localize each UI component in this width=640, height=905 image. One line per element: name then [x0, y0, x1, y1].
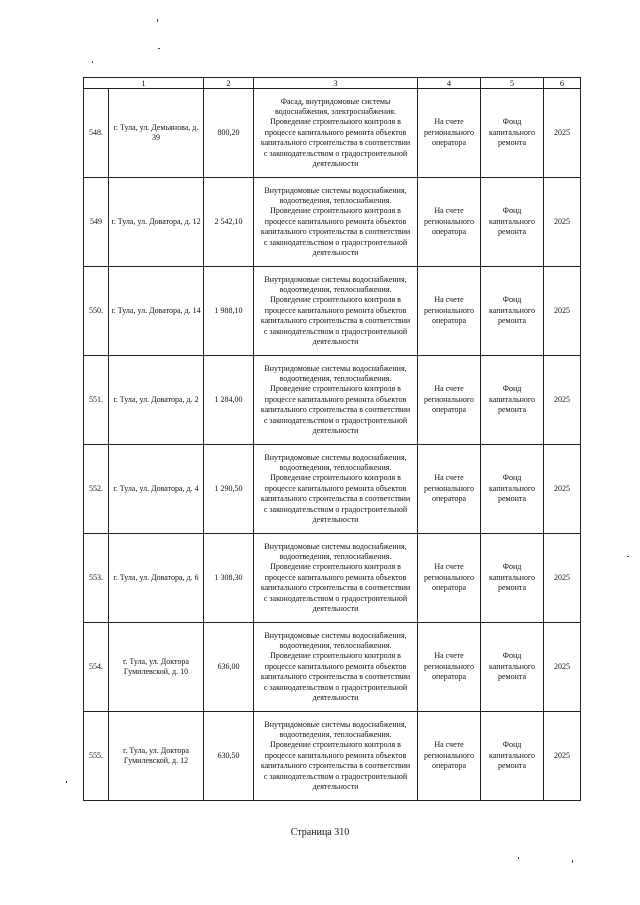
works-line: с законодательством о градостроительной	[263, 415, 408, 425]
works-cell	[254, 178, 418, 267]
works-line: с законодательством о градостроительной	[263, 148, 408, 158]
account-cell: На счете регионального оператора	[418, 89, 481, 178]
account-cell: На счете регионального оператора	[418, 356, 481, 445]
account-cell: На счете регионального оператора	[418, 267, 481, 356]
works-line: деятельности	[312, 693, 359, 703]
account-cell: На счете регионального оператора	[418, 534, 481, 623]
row-number-cell: 554.	[84, 623, 109, 712]
works-line: Внутридомовые системы водоснабжения,	[264, 630, 407, 640]
table-row	[84, 267, 581, 356]
row-number-cell: 551.	[84, 356, 109, 445]
address-cell: г. Тула, ул. Доватора, д. 6	[109, 534, 204, 623]
works-cell	[254, 356, 418, 445]
cost-cell: 1 988,10	[204, 267, 254, 356]
address-cell: г. Тула, ул. Доватора, д. 2	[109, 356, 204, 445]
works-line: Внутридомовые системы водоснабжения,	[264, 452, 407, 462]
row-number-cell: 548.	[84, 89, 109, 178]
repair-schedule-table	[83, 77, 581, 801]
cost-cell: 1 284,00	[204, 356, 254, 445]
year-cell: 2025	[544, 534, 581, 623]
year-cell: 2025	[544, 623, 581, 712]
cost-cell: 800,20	[204, 89, 254, 178]
row-number-cell: 552.	[84, 445, 109, 534]
account-cell: На счете регионального оператора	[418, 712, 481, 801]
scan-speck	[158, 48, 160, 49]
works-cell	[254, 445, 418, 534]
works-line: деятельности	[312, 515, 359, 525]
works-line: процессе капитального ремонта объектов	[264, 394, 407, 404]
works-line: процессе капитального ремонта объектов	[264, 661, 407, 671]
year-cell: 2025	[544, 89, 581, 178]
funding-source-cell: Фонд капитального ремонта	[481, 623, 544, 712]
works-line: капитального строительства в соответствии	[260, 227, 411, 237]
cost-cell: 630,50	[204, 712, 254, 801]
funding-source-cell: Фонд капитального ремонта	[481, 356, 544, 445]
works-line: капитального строительства в соответствии	[260, 138, 411, 148]
header-cell: 4	[418, 78, 481, 89]
scan-speck	[518, 857, 519, 859]
works-line: Внутридомовые системы водоснабжения,	[264, 185, 407, 195]
address-cell: г. Тула, ул. Доватора, д. 14	[109, 267, 204, 356]
works-line: процессе капитального ремонта объектов	[264, 572, 407, 582]
works-line: водоотведения, теплоснабжения.	[279, 640, 392, 650]
funding-source-cell: Фонд капитального ремонта	[481, 712, 544, 801]
works-line: капитального строительства в соответствии	[260, 494, 411, 504]
works-line: водоотведения, теплоснабжения.	[279, 373, 392, 383]
year-cell: 2025	[544, 178, 581, 267]
row-number-cell: 549	[84, 178, 109, 267]
works-line: деятельности	[312, 248, 359, 258]
works-line: деятельности	[312, 782, 359, 792]
address-cell: г. Тула, ул. Демьянова, д. 39	[109, 89, 204, 178]
works-line: деятельности	[312, 604, 359, 614]
works-line: водоотведения, теплоснабжения.	[279, 462, 392, 472]
works-line: водоотведения, теплоснабжения.	[279, 195, 392, 205]
scan-speck	[157, 19, 158, 22]
cost-cell: 636,00	[204, 623, 254, 712]
funding-source-cell: Фонд капитального ремонта	[481, 267, 544, 356]
account-cell: На счете регионального оператора	[418, 623, 481, 712]
header-cell: 6	[544, 78, 581, 89]
header-cell: 3	[254, 78, 418, 89]
works-line: с законодательством о градостроительной	[263, 682, 408, 692]
works-line: с законодательством о градостроительной	[263, 237, 408, 247]
works-line: капитального строительства в соответствии	[260, 583, 411, 593]
table-row	[84, 89, 581, 178]
works-line: Проведение строительного контроля в	[270, 206, 401, 216]
year-cell: 2025	[544, 712, 581, 801]
works-line: водоснабжения, электроснабжения.	[274, 106, 397, 116]
account-cell: На счете регионального оператора	[418, 445, 481, 534]
works-line: Проведение строительного контроля в	[270, 295, 401, 305]
works-line: Проведение строительного контроля в	[270, 473, 401, 483]
works-cell	[254, 534, 418, 623]
funding-source-cell: Фонд капитального ремонта	[481, 89, 544, 178]
works-line: с законодательством о градостроительной	[263, 326, 408, 336]
cost-cell: 1 308,30	[204, 534, 254, 623]
account-cell: На счете регионального оператора	[418, 178, 481, 267]
table-row	[84, 178, 581, 267]
works-line: Проведение строительного контроля в	[270, 384, 401, 394]
works-line: водоотведения, теплоснабжения.	[279, 551, 392, 561]
works-line: с законодательством о градостроительной	[263, 504, 408, 514]
works-line: водоотведения, теплоснабжения.	[279, 284, 392, 294]
works-line: Внутридомовые системы водоснабжения,	[264, 274, 407, 284]
scan-speck	[627, 556, 629, 557]
table-row	[84, 623, 581, 712]
funding-source-cell: Фонд капитального ремонта	[481, 445, 544, 534]
works-cell	[254, 712, 418, 801]
row-number-cell: 550.	[84, 267, 109, 356]
works-line: Проведение строительного контроля в	[270, 562, 401, 572]
works-cell	[254, 89, 418, 178]
works-line: процессе капитального ремонта объектов	[264, 216, 407, 226]
address-cell: г. Тула, ул. Доктора Гумилевской, д. 10	[109, 623, 204, 712]
works-line: Внутридомовые системы водоснабжения,	[264, 541, 407, 551]
header-cell: 2	[204, 78, 254, 89]
works-line: процессе капитального ремонта объектов	[264, 483, 407, 493]
column-number-row	[84, 78, 581, 89]
table-row	[84, 445, 581, 534]
works-line: Проведение строительного контроля в	[270, 740, 401, 750]
works-line: с законодательством о градостроительной	[263, 771, 408, 781]
table-row	[84, 356, 581, 445]
works-line: Проведение строительного контроля в	[270, 117, 401, 127]
scan-speck	[66, 781, 67, 783]
funding-source-cell: Фонд капитального ремонта	[481, 178, 544, 267]
year-cell: 2025	[544, 445, 581, 534]
scan-speck	[572, 860, 573, 863]
works-line: Внутридомовые системы водоснабжения,	[264, 363, 407, 373]
header-cell: 5	[481, 78, 544, 89]
works-line: Внутридомовые системы водоснабжения,	[264, 719, 407, 729]
works-line: водоотведения, теплоснабжения.	[279, 729, 392, 739]
works-line: процессе капитального ремонта объектов	[264, 305, 407, 315]
works-cell	[254, 623, 418, 712]
funding-source-cell: Фонд капитального ремонта	[481, 534, 544, 623]
works-line: Фасад, внутридомовые системы	[280, 96, 391, 106]
row-number-cell: 555.	[84, 712, 109, 801]
address-cell: г. Тула, ул. Доватора, д. 4	[109, 445, 204, 534]
works-line: капитального строительства в соответствии	[260, 316, 411, 326]
cost-cell: 2 542,10	[204, 178, 254, 267]
table-row	[84, 712, 581, 801]
address-cell: г. Тула, ул. Доктора Гумилевской, д. 12	[109, 712, 204, 801]
year-cell: 2025	[544, 267, 581, 356]
row-number-cell: 553.	[84, 534, 109, 623]
works-line: капитального строительства в соответствии	[260, 761, 411, 771]
scan-speck	[92, 61, 93, 63]
works-line: капитального строительства в соответствии	[260, 405, 411, 415]
header-cell: 1	[84, 78, 204, 89]
works-line: капитального строительства в соответствии	[260, 672, 411, 682]
works-line: деятельности	[312, 159, 359, 169]
works-line: процессе капитального ремонта объектов	[264, 127, 407, 137]
works-line: Проведение строительного контроля в	[270, 651, 401, 661]
works-line: деятельности	[312, 337, 359, 347]
table-row	[84, 534, 581, 623]
works-line: деятельности	[312, 426, 359, 436]
works-cell	[254, 267, 418, 356]
works-line: с законодательством о градостроительной	[263, 593, 408, 603]
address-cell: г. Тула, ул. Доватора, д. 12	[109, 178, 204, 267]
page-number: Страница 310	[290, 827, 350, 838]
works-line: процессе капитального ремонта объектов	[264, 750, 407, 760]
year-cell: 2025	[544, 356, 581, 445]
cost-cell: 1 290,50	[204, 445, 254, 534]
